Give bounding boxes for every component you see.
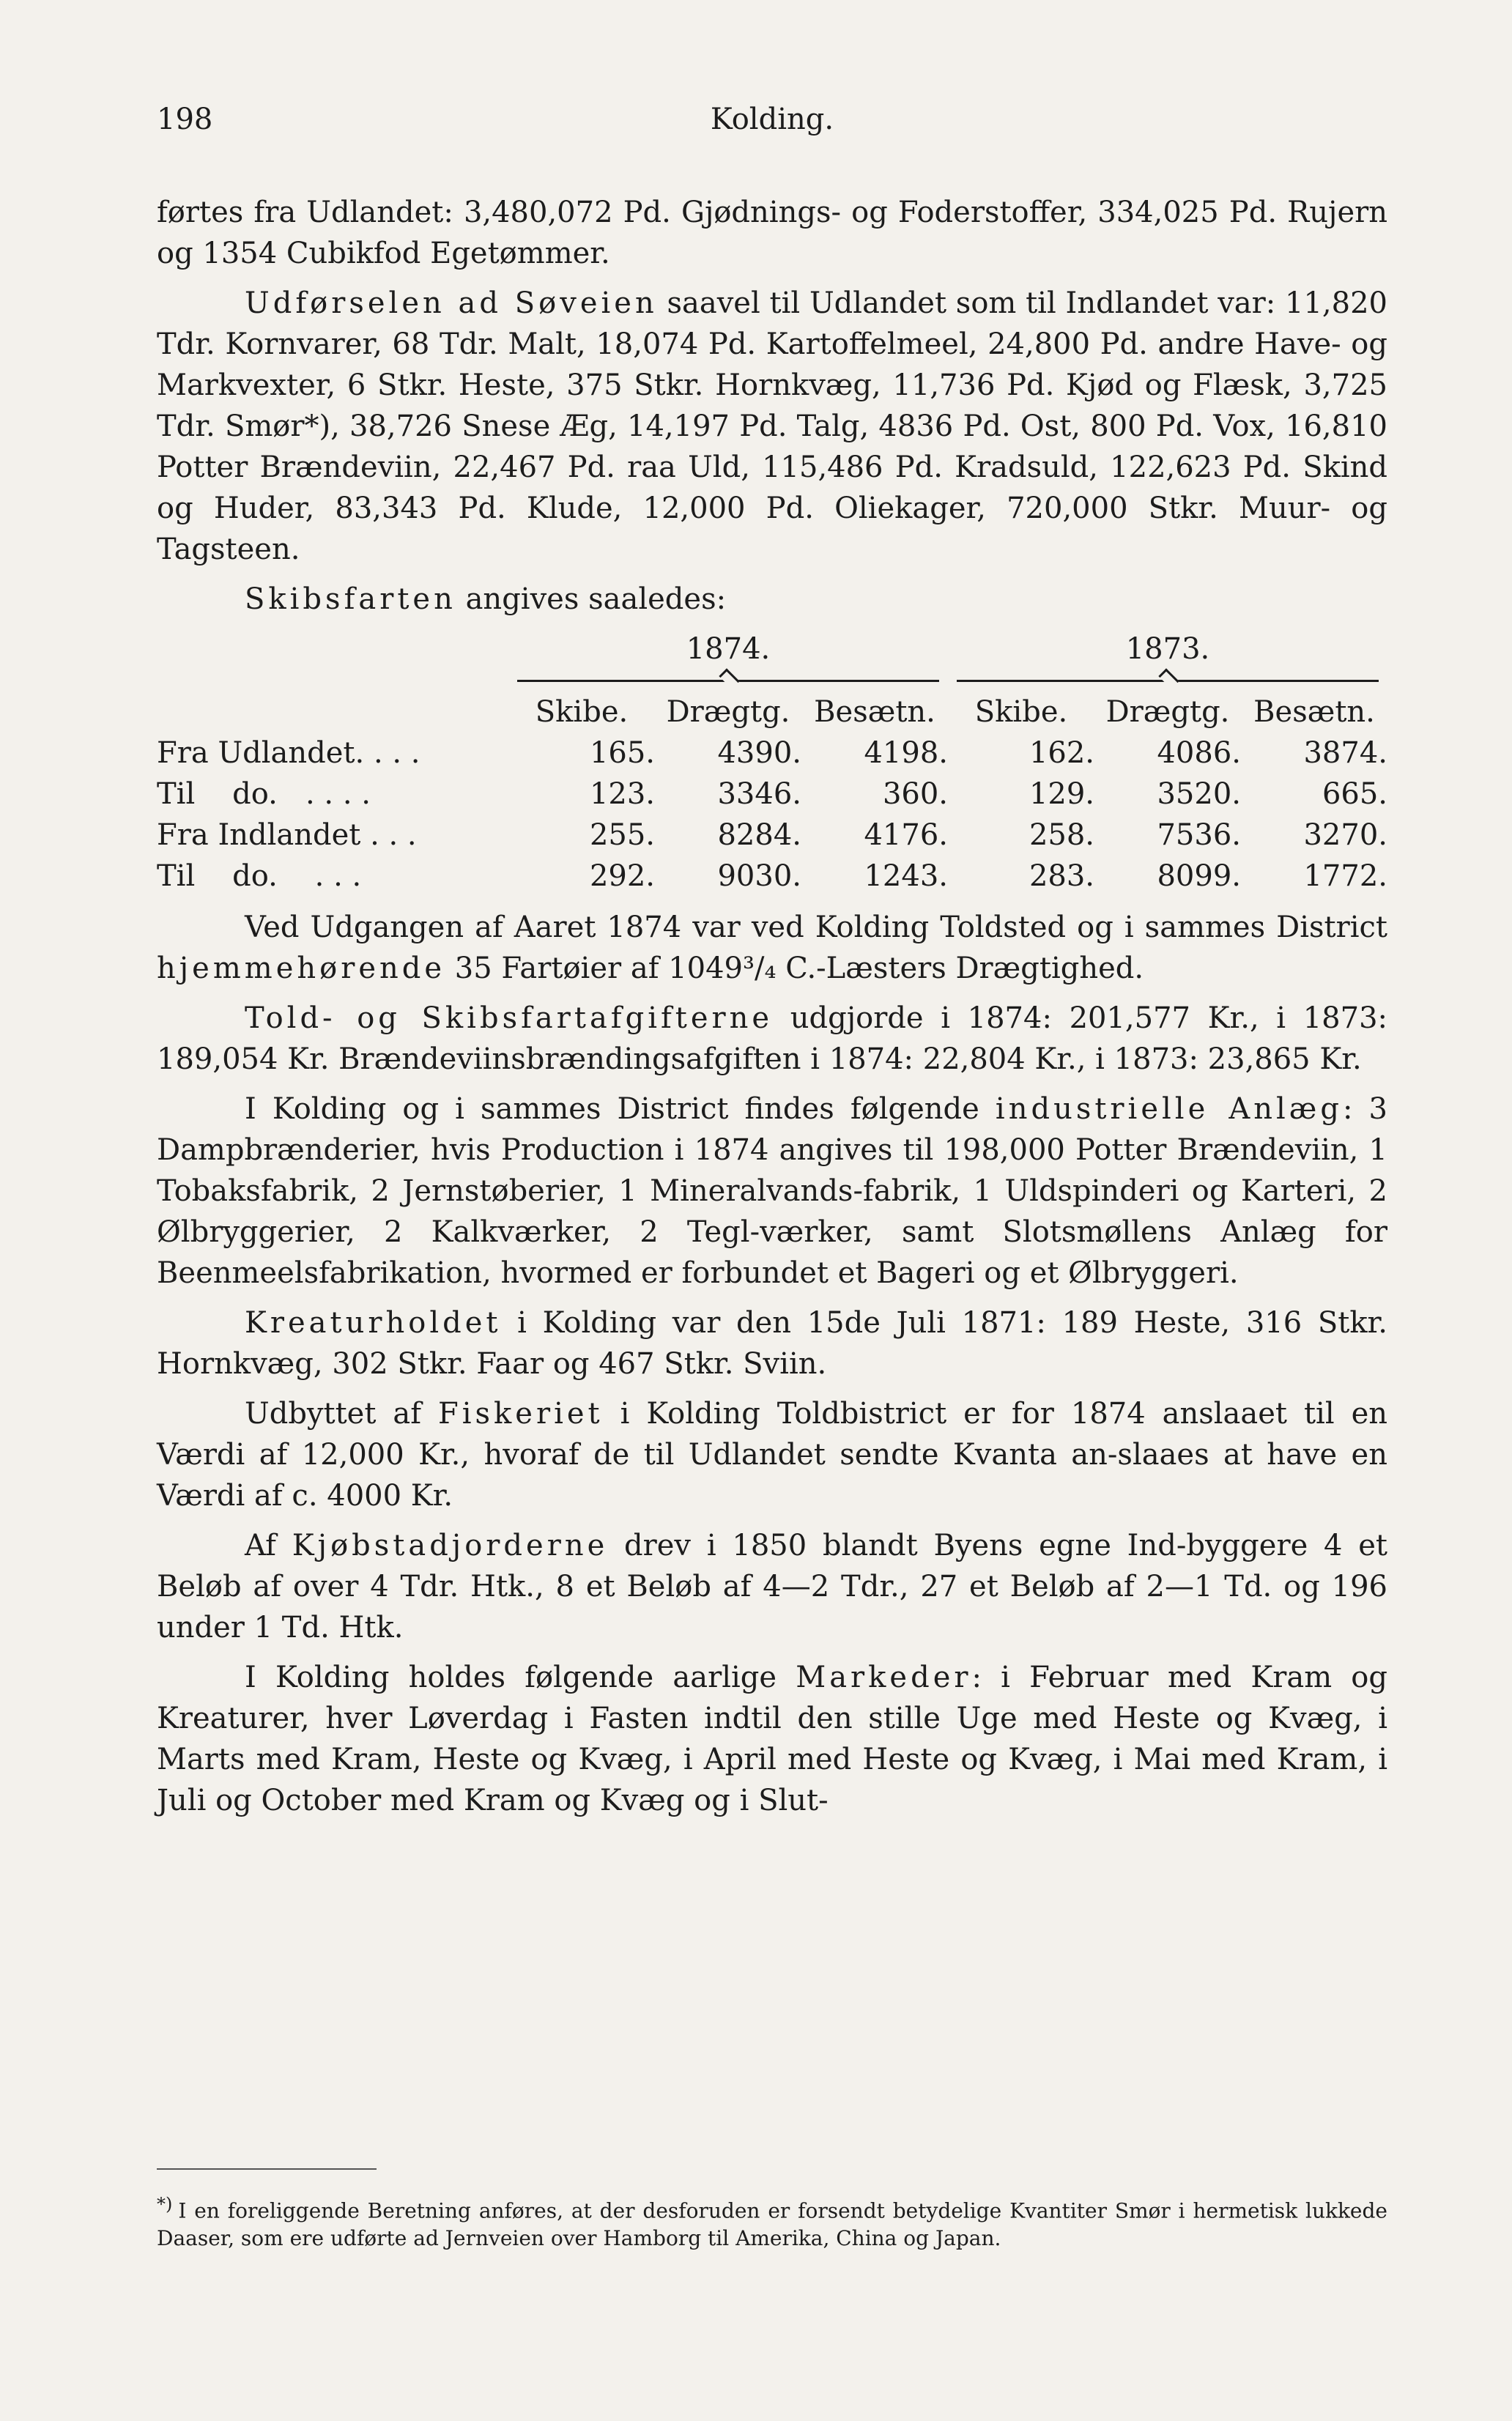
col-header: Skibe. — [974, 695, 1068, 729]
table-cell: 4198. — [864, 736, 948, 770]
paragraph-text: Udbyttet af — [245, 1397, 438, 1431]
paragraph-text: Ved Udgangen af Aaret 1874 var ved Kolding Toldsted og i sammes District — [245, 911, 1387, 944]
paragraph-imports: førtes fra Udlandet: 3,480,072 Pd. Gjødnings- og Foderstoffer, 334,025 Pd. Rujern og 1354 Cubikfod Egetømmer. — [157, 196, 1387, 270]
spaced-lead: Told- og Skibsfartafgifterne — [245, 1001, 774, 1035]
paragraph-duties — [157, 998, 1387, 1080]
table-cell: 8284. — [717, 818, 801, 852]
brace-1874 — [517, 680, 939, 702]
table-cell: 7536. — [1157, 818, 1241, 852]
table-cell: 292. — [589, 859, 655, 893]
table-cell: 3346. — [717, 777, 801, 811]
paragraph-text: drev i 1850 blandt Byens egne Ind-byggere 4 et Beløb af over 4 Tdr. Htk., 8 et Beløb af 4—2 Tdr., 27 et Beløb af 2—1 Td. og 196 under 1 Td. Htk. — [157, 1529, 1387, 1645]
brace-1873 — [957, 680, 1379, 702]
table-cell: 165. — [589, 736, 655, 770]
paragraph-exports — [157, 283, 1387, 570]
spaced-lead: Kreaturholdet — [245, 1306, 502, 1340]
table-cell: 4390. — [717, 736, 801, 770]
paragraph-text: angives saaledes: — [465, 582, 727, 616]
table-cell: 162. — [1029, 736, 1094, 770]
paragraph-text: i Kolding Toldbistrict er for 1874 anslaaet til en Værdi af 12,000 Kr., hvoraf de til Udlandet sendte Kvanta an-slaaes at have en Værdi af c. 4000 Kr. — [157, 1397, 1387, 1513]
row-label: Til do. . . . . — [157, 777, 371, 811]
table-cell: 360. — [882, 777, 948, 811]
year-1874: 1874. — [686, 632, 771, 666]
table-cell: 283. — [1029, 859, 1094, 893]
paragraph-text: Af — [245, 1529, 292, 1562]
spaced-lead: Skibsfarten — [245, 582, 456, 616]
table-years — [157, 629, 1387, 670]
table-row — [157, 815, 1387, 856]
spaced-lead: Fiskeriet — [437, 1397, 604, 1431]
shipping-table — [157, 692, 1387, 897]
year-braces — [157, 670, 1387, 692]
table-row — [157, 733, 1387, 774]
paragraph-text: I Kolding holdes følgende aarlige — [245, 1661, 796, 1694]
paragraph-text: udgjorde i 1874: 201,577 Kr., i 1873: 189,054 Kr. Brændeviinsbrændingsafgiften i 1874: 22,804 Kr., i 1873: 23,865 Kr. — [157, 1001, 1387, 1076]
table-cell: 3270. — [1303, 818, 1387, 852]
paragraph-industry — [157, 1089, 1387, 1294]
year-1873: 1873. — [1125, 632, 1210, 666]
paragraph-land — [157, 1525, 1387, 1648]
table-cell: 129. — [1029, 777, 1094, 811]
paragraph-text: 35 Fartøier af 1049³/₄ C.-Læsters Drægtighed. — [445, 952, 1144, 985]
table-cell: 1243. — [864, 859, 948, 893]
col-header: Drægtg. — [1105, 695, 1230, 729]
col-header: Besætn. — [814, 695, 935, 729]
spaced-lead: industrielle Anlæg — [995, 1092, 1343, 1126]
table-cell: 4176. — [864, 818, 948, 852]
spaced-lead: hjemmehørende — [157, 952, 446, 985]
table-cell: 123. — [589, 777, 655, 811]
row-label: Fra Indlandet . . . — [157, 818, 417, 852]
col-header: Skibe. — [535, 695, 629, 729]
page-number: 198 — [157, 103, 213, 136]
spaced-lead: Markeder — [796, 1661, 972, 1694]
spaced-lead: Udførselen ad Søveien — [245, 286, 658, 320]
paragraph-text: I Kolding og i sammes District findes følgende — [245, 1092, 996, 1126]
footnote-rule — [157, 2168, 377, 2170]
page-body — [157, 192, 1387, 1830]
row-label: Til do. . . . — [157, 859, 362, 893]
table-cell: 4086. — [1157, 736, 1241, 770]
paragraph-shipping-intro — [157, 579, 1387, 620]
table-cell: 8099. — [1157, 859, 1241, 893]
footnote-mark: *) — [157, 2194, 173, 2214]
table-cell: 3874. — [1303, 736, 1387, 770]
table-row — [157, 774, 1387, 815]
paragraph-text: : i Februar med Kram og Kreaturer, hver Løverdag i Fasten indtil den stille Uge med Heste og Kvæg, i Marts med Kram, Heste og Kvæg, i April med Heste og Kvæg, i Mai med Kram, i Juli og October med Kram og Kvæg og i Slut- — [157, 1661, 1387, 1817]
paragraph-livestock — [157, 1302, 1387, 1384]
paragraph-text: : 3 Dampbrænderier, hvis Production i 1874 angives til 198,000 Potter Brændeviin, 1 Tobaksfabrik, 2 Jernstøberier, 1 Mineralvands-fabrik, 1 Uldspinderi og Karteri, 2 Ølbryggerier, 2 Kalkværker, 2 Tegl-værker, samt Slotsmøllens Anlæg for Beenmeelsfabrikation, hvormed er forbundet et Bageri og et Ølbryggeri. — [157, 1092, 1388, 1290]
paragraph-fishery — [157, 1393, 1387, 1516]
paragraph-text: saavel til Udlandet som til Indlandet var: 11,820 Tdr. Kornvarer, 68 Tdr. Malt, 18,074 Pd. Kartoffelmeel, 24,800 Pd. andre Have- og Markvexter, 6 Stkr. Heste, 375 Stkr. Hornkvæg, 11,736 Pd. Kjød og Flæsk, 3,725 Tdr. Smør*), 38,726 Snese Æg, 14,197 Pd. Talg, 4836 Pd. Ost, 800 Pd. Vox, 16,810 Potter Brændeviin, 22,467 Pd. raa Uld, 115,486 Pd. Kradsuld, 122,623 Pd. Skind og Huder, 83,343 Pd. Klude, 12,000 Pd. Oliekager, 720,000 Stkr. Muur- og Tagsteen. — [157, 286, 1387, 566]
table-row — [157, 856, 1387, 897]
table-cell: 3520. — [1157, 777, 1241, 811]
row-label: Fra Udlandet. . . . — [157, 736, 420, 770]
table-cell: 258. — [1029, 818, 1094, 852]
table-cell: 9030. — [717, 859, 801, 893]
spaced-lead: Kjøbstadjorderne — [292, 1529, 609, 1562]
table-cell: 255. — [589, 818, 655, 852]
footnote — [157, 2190, 1387, 2253]
running-head: Kolding. — [710, 103, 834, 136]
paragraph-markets — [157, 1657, 1387, 1821]
table-cell: 1772. — [1303, 859, 1387, 893]
paragraph-fleet — [157, 907, 1387, 989]
col-header: Drægtg. — [666, 695, 790, 729]
paragraph-text: i Kolding var den 15de Juli 1871: 189 Heste, 316 Stkr. Hornkvæg, 302 Stkr. Faar og 467 Stkr. Sviin. — [157, 1306, 1387, 1381]
col-header: Besætn. — [1253, 695, 1375, 729]
table-cell: 665. — [1322, 777, 1387, 811]
footnote-text: I en foreliggende Beretning anføres, at der desforuden er forsendt betydelige Kvantiter Smør i hermetisk lukkede Daaser, som ere udførte ad Jernveien over Hamborg til Amerika, China og Japan. — [157, 2198, 1387, 2251]
